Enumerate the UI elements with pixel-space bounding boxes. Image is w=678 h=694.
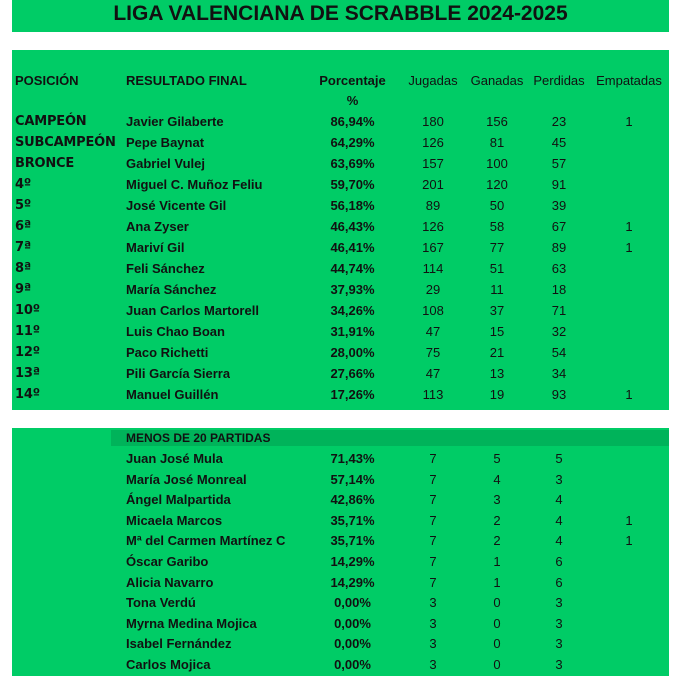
lost-value: 93 (551, 387, 567, 402)
percentage-value: 86,94% (330, 114, 375, 129)
played-value: 29 (425, 282, 441, 297)
percentage-value: 31,91% (330, 324, 375, 339)
percentage-value: 0,00% (334, 636, 371, 652)
position-label: 11º (15, 324, 40, 339)
position-label: 4º (15, 177, 31, 192)
lost-value: 54 (551, 345, 567, 360)
tied-value: 1 (625, 114, 633, 129)
header-porcentaje-symbol: % (346, 93, 359, 108)
played-value: 7 (429, 512, 437, 528)
player-name: Carlos Mojica (126, 657, 211, 672)
won-value: 120 (486, 177, 508, 192)
played-value: 201 (422, 177, 444, 192)
percentage-value: 27,66% (330, 366, 375, 381)
won-value: 50 (489, 198, 505, 213)
player-name: Manuel Guillén (126, 387, 219, 402)
header-resultado: RESULTADO FINAL (126, 73, 247, 88)
section2-title: MENOS DE 20 PARTIDAS (126, 431, 271, 445)
position-label: 6ª (15, 219, 31, 234)
player-name: Alicia Navarro (126, 574, 214, 590)
lost-value: 18 (551, 282, 567, 297)
won-value: 3 (493, 492, 501, 508)
percentage-value: 0,00% (334, 615, 371, 631)
player-name: Mª del Carmen Martínez C (126, 533, 286, 549)
percentage-value: 56,18% (330, 198, 375, 213)
won-value: 11 (490, 282, 504, 297)
position-label: 8ª (15, 261, 31, 276)
played-value: 126 (422, 219, 444, 234)
player-name: Juan Carlos Martorell (126, 303, 259, 318)
player-name: Óscar Garibo (126, 554, 209, 569)
percentage-value: 35,71% (330, 533, 375, 549)
played-value: 108 (422, 303, 444, 318)
title-bar (12, 0, 669, 32)
percentage-value: 17,26% (330, 387, 375, 402)
header-perdidas: Perdidas (533, 73, 585, 88)
lost-value: 3 (555, 595, 563, 611)
won-value: 0 (493, 595, 501, 611)
player-name: Paco Richetti (126, 345, 209, 360)
percentage-value: 14,29% (330, 554, 375, 569)
player-name: Miguel C. Muñoz Feliu (126, 177, 263, 192)
position-label: 7ª (15, 240, 31, 255)
player-name: Javier Gilaberte (126, 114, 224, 129)
tied-value: 1 (625, 219, 633, 234)
header-posicion: POSICIÓN (15, 73, 79, 88)
won-value: 58 (489, 219, 505, 234)
won-value: 1 (493, 554, 501, 569)
lost-value: 89 (551, 240, 567, 255)
player-name: Myrna Medina Mojica (126, 615, 257, 631)
won-value: 77 (489, 240, 505, 255)
played-value: 3 (429, 657, 437, 672)
played-value: 89 (425, 198, 441, 213)
percentage-value: 0,00% (334, 595, 371, 611)
lost-value: 63 (551, 261, 567, 276)
tied-value: 1 (625, 533, 633, 549)
won-value: 0 (493, 657, 501, 672)
won-value: 0 (493, 615, 501, 631)
position-label: 9ª (15, 282, 31, 297)
played-value: 113 (422, 387, 444, 402)
percentage-value: 14,29% (330, 574, 375, 590)
won-value: 21 (489, 345, 505, 360)
played-value: 47 (425, 366, 441, 381)
played-value: 7 (429, 471, 437, 487)
won-value: 37 (489, 303, 505, 318)
player-name: Isabel Fernández (126, 636, 232, 652)
played-value: 7 (429, 451, 437, 466)
player-name: María Sánchez (126, 282, 217, 297)
percentage-value: 64,29% (330, 135, 375, 150)
played-value: 7 (429, 533, 437, 549)
lost-value: 3 (555, 471, 563, 487)
lost-value: 23 (551, 114, 567, 129)
player-name: María José Monreal (126, 471, 247, 487)
percentage-value: 57,14% (330, 471, 375, 487)
position-label: 13ª (15, 366, 40, 381)
played-value: 3 (429, 615, 437, 631)
played-value: 114 (422, 261, 444, 276)
won-value: 5 (493, 451, 501, 466)
position-label: SUBCAMPEÓN (15, 135, 116, 150)
won-value: 19 (489, 387, 505, 402)
header-ganadas: Ganadas (470, 73, 524, 88)
played-value: 157 (422, 156, 444, 171)
percentage-value: 59,70% (330, 177, 375, 192)
player-name: Mariví Gil (126, 240, 185, 255)
position-label: CAMPEÓN (15, 114, 87, 129)
percentage-value: 28,00% (330, 345, 375, 360)
player-name: Micaela Marcos (126, 512, 223, 528)
player-name: Juan José Mula (126, 451, 223, 466)
header-porcentaje: Porcentaje (319, 73, 386, 88)
played-value: 3 (429, 595, 437, 611)
won-value: 15 (489, 324, 505, 339)
page-title: LIGA VALENCIANA DE SCRABBLE 2024-2025 (113, 2, 568, 25)
position-label: 10º (15, 303, 40, 318)
lost-value: 34 (551, 366, 567, 381)
won-value: 100 (486, 156, 508, 171)
player-name: Ana Zyser (126, 219, 189, 234)
percentage-value: 63,69% (330, 156, 375, 171)
lost-value: 39 (551, 198, 567, 213)
won-value: 4 (493, 471, 501, 487)
lost-value: 91 (551, 177, 567, 192)
lost-value: 4 (555, 533, 563, 549)
lost-value: 32 (551, 324, 567, 339)
won-value: 13 (489, 366, 505, 381)
percentage-value: 37,93% (330, 282, 375, 297)
played-value: 47 (425, 324, 441, 339)
lost-value: 3 (555, 657, 563, 672)
position-label: BRONCE (15, 156, 75, 171)
position-label: 14º (15, 387, 40, 402)
lost-value: 4 (555, 492, 563, 508)
player-name: Pili García Sierra (126, 366, 231, 381)
player-name: Luis Chao Boan (126, 324, 225, 339)
played-value: 126 (422, 135, 444, 150)
percentage-value: 46,43% (330, 219, 375, 234)
won-value: 156 (486, 114, 508, 129)
header-empatadas: Empatadas (596, 73, 662, 88)
lost-value: 4 (555, 512, 563, 528)
won-value: 51 (489, 261, 505, 276)
player-name: Pepe Baynat (126, 135, 205, 150)
lost-value: 67 (551, 219, 567, 234)
won-value: 2 (493, 533, 501, 549)
position-label: 5º (15, 198, 31, 213)
won-value: 1 (493, 574, 501, 590)
header-jugadas: Jugadas (408, 73, 458, 88)
position-label: 12º (15, 345, 40, 360)
won-value: 0 (493, 636, 501, 652)
tied-value: 1 (625, 387, 633, 402)
won-value: 81 (489, 135, 505, 150)
played-value: 75 (425, 345, 441, 360)
player-name: José Vicente Gil (126, 198, 227, 213)
tied-value: 1 (625, 512, 633, 528)
lost-value: 6 (555, 574, 563, 590)
played-value: 7 (429, 492, 437, 508)
lost-value: 5 (555, 451, 563, 466)
tied-value: 1 (625, 240, 633, 255)
played-value: 180 (422, 114, 444, 129)
played-value: 3 (429, 636, 437, 652)
percentage-value: 34,26% (330, 303, 375, 318)
percentage-value: 35,71% (330, 512, 375, 528)
lost-value: 6 (555, 554, 563, 569)
lost-value: 3 (555, 615, 563, 631)
played-value: 7 (429, 554, 437, 569)
played-value: 167 (422, 240, 444, 255)
percentage-value: 46,41% (330, 240, 375, 255)
lost-value: 71 (551, 303, 567, 318)
percentage-value: 42,86% (330, 492, 375, 508)
player-name: Gabriel Vulej (126, 156, 205, 171)
won-value: 2 (493, 512, 501, 528)
lost-value: 45 (551, 135, 567, 150)
percentage-value: 0,00% (334, 657, 371, 672)
player-name: Tona Verdú (126, 595, 196, 611)
lost-value: 57 (551, 156, 567, 171)
percentage-value: 44,74% (330, 261, 375, 276)
percentage-value: 71,43% (330, 451, 375, 466)
played-value: 7 (429, 574, 437, 590)
player-name: Feli Sánchez (126, 261, 205, 276)
player-name: Ángel Malpartida (126, 492, 231, 508)
lost-value: 3 (555, 636, 563, 652)
